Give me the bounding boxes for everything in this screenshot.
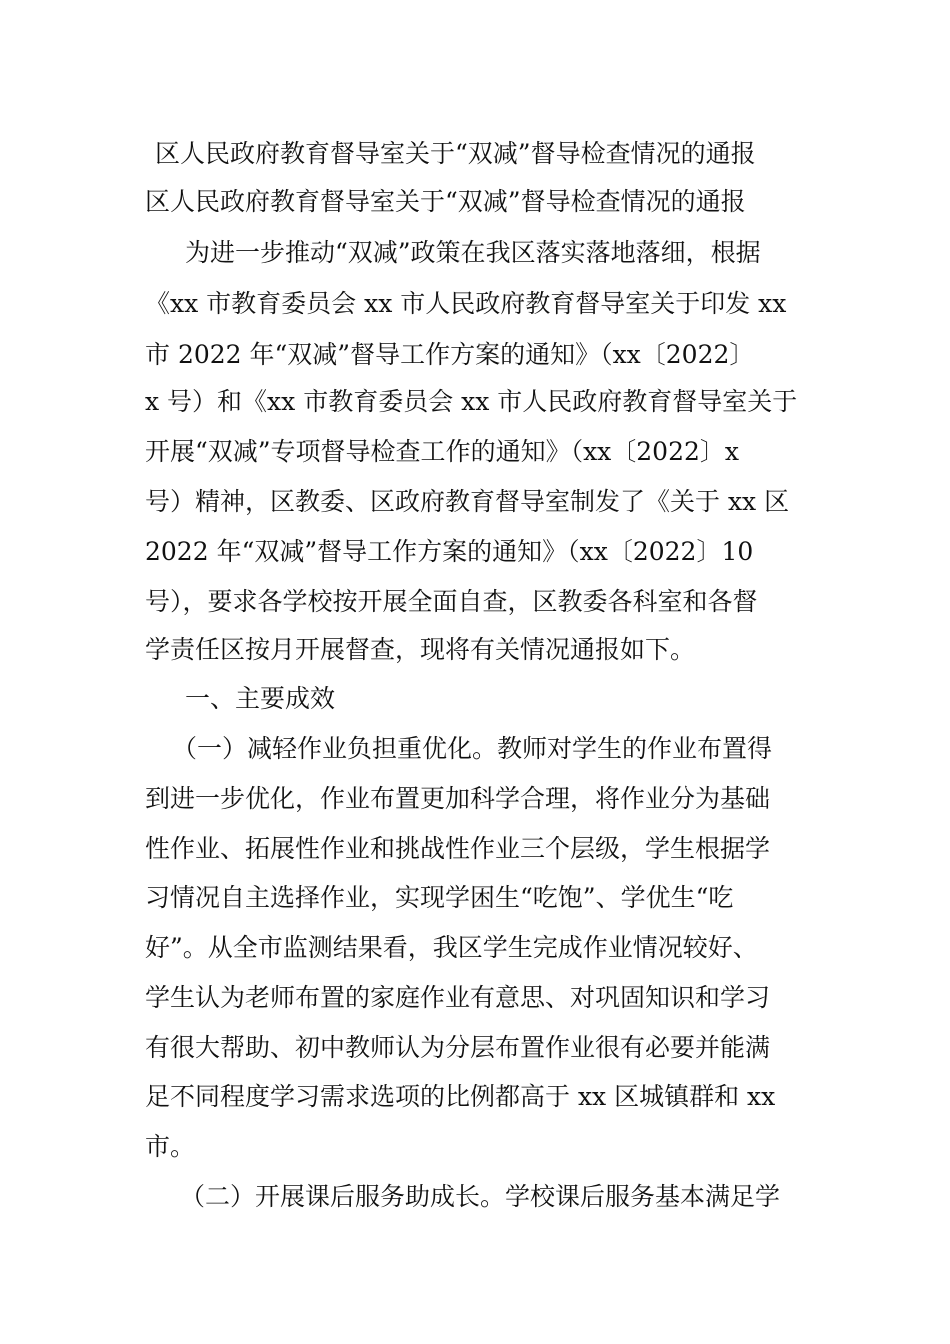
intro-line-2: 《xx 市教育委员会 xx 市人民政府教育督导室关于印发 xx <box>145 289 787 318</box>
item1-line-3: 性作业、拓展性作业和挑战性作业三个层级，学生根据学 <box>145 834 771 863</box>
intro-line-8: 号），要求各学校按开展全面自查，区教委各科室和各督 <box>145 587 758 616</box>
intro-line-3: 市 2022 年“双减”督导工作方案的通知》（xx〔2022〕 <box>145 340 755 369</box>
item1-line-1: （一）减轻作业负担重优化。教师对学生的作业布置得 <box>172 734 773 763</box>
item1-line-5: 好”。从全市监测结果看，我区学生完成作业情况较好、 <box>145 933 758 962</box>
intro-line-5: 开展“双减”专项督导检查工作的通知》（xx〔2022〕x <box>145 437 739 466</box>
intro-line-4: x 号）和《xx 市教育委员会 xx 市人民政府教育督导室关于 <box>145 387 798 416</box>
intro-line-1: 为进一步推动“双减”政策在我区落实落地落细，根据 <box>185 238 761 267</box>
item1-line-4: 习情况自主选择作业，实现学困生“吃饱”、学优生“吃 <box>145 883 734 912</box>
item1-line-9: 市。 <box>145 1132 196 1161</box>
document-title: 区人民政府教育督导室关于“双减”督导检查情况的通报 <box>155 139 756 168</box>
section-heading: 一、主要成效 <box>185 684 336 713</box>
intro-line-6: 号）精神，区教委、区政府教育督导室制发了《关于 xx 区 <box>145 487 790 516</box>
item1-line-2: 到进一步优化，作业布置更加科学合理，将作业分为基础 <box>145 784 771 813</box>
document-title-repeat: 区人民政府教育督导室关于“双减”督导检查情况的通报 <box>145 187 746 216</box>
intro-line-9: 学责任区按月开展督查，现将有关情况通报如下。 <box>145 635 696 664</box>
item2-line-1: （二）开展课后服务助成长。学校课后服务基本满足学 <box>180 1182 781 1211</box>
item1-line-8: 足不同程度学习需求选项的比例都高于 xx 区城镇群和 xx <box>145 1082 776 1111</box>
intro-line-7: 2022 年“双减”督导工作方案的通知》（xx〔2022〕10 <box>145 537 754 566</box>
item1-line-6: 学生认为老师布置的家庭作业有意思、对巩固知识和学习 <box>145 983 771 1012</box>
item1-line-7: 有很大帮助、初中教师认为分层布置作业很有必要并能满 <box>145 1033 771 1062</box>
